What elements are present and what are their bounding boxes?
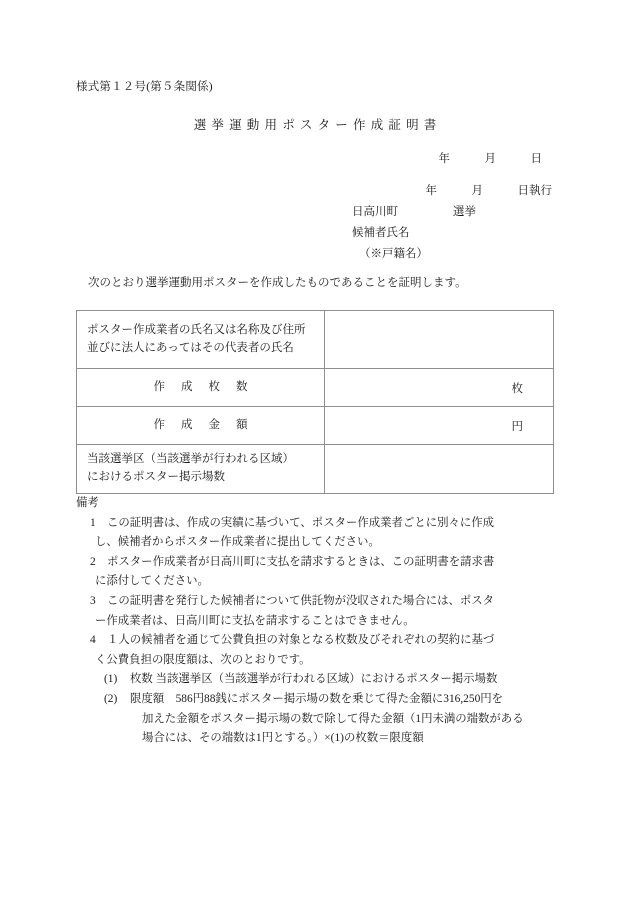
document-title: 選挙運動用ポスター作成証明書 [193, 118, 442, 132]
row-unit-sheet-count: 枚 [511, 382, 523, 395]
remarks-item [76, 592, 576, 631]
remarks-item-number: 4 [90, 634, 96, 647]
remarks-sub-item [76, 690, 576, 749]
issue-date-line: 年 月 日 [438, 153, 542, 165]
remarks-item [76, 631, 576, 670]
election-date-line: 年 月 日執行 [425, 185, 552, 197]
table-row [77, 445, 554, 494]
row-value-amount[interactable] [325, 407, 554, 445]
remarks-sub-item-number: (1) [104, 673, 118, 686]
row-label-line-2: におけるポスター掲示場数 [87, 470, 225, 483]
table-row [77, 369, 554, 407]
remarks-item-number: 3 [90, 595, 96, 608]
remarks-item-line: く公費負担の限度額は、次のとおりです。 [95, 653, 311, 666]
remarks-item-line: １人の候補者を通じて公費負担の対象となる枚数及びそれぞれの契約に基づ [107, 634, 495, 647]
candidate-name-label: 候補者氏名 [352, 227, 410, 239]
row-label-line-1: ポスター作成業者の氏名又は名称及び住所 [87, 323, 306, 336]
municipality-name: 日高川町 [352, 206, 398, 218]
certification-statement: 次のとおり選挙運動用ポスターを作成したものであることを証明します。 [88, 277, 467, 289]
remarks-item [76, 553, 576, 592]
remarks-item-line: し、候補者からポスター作成業者に提出してください。 [95, 536, 380, 549]
row-label-producer [77, 311, 325, 369]
row-label-line-2: 並びに法人にあってはその代表者の氏名 [87, 341, 294, 354]
remarks-item-number: 2 [90, 555, 96, 568]
remarks-sub-item-line: 場合には、その端数は1円とする。）×(1)の枚数＝限度額 [142, 732, 424, 745]
remarks-sub-item-line: 限度額 586円88銭にポスター掲示場の数を乗じて得た金額に316,250円を [130, 693, 504, 706]
table-row [77, 311, 554, 369]
issuer-row [352, 203, 476, 219]
remarks-item-line: この証明書は、作成の実績に基づいて、ポスター作成業者ごとに別々に作成 [107, 516, 495, 529]
remarks-heading: 備考 [76, 497, 99, 509]
remarks-item [76, 514, 576, 553]
election-kind: 選挙 [452, 206, 476, 218]
remarks-section [76, 494, 576, 749]
remarks-sub-item [76, 670, 576, 690]
remarks-sub-item-line: 加えた金額をポスター掲示場の数で除して得た金額（1円未満の端数がある [142, 712, 524, 725]
row-unit-amount: 円 [511, 420, 523, 433]
table-row [77, 407, 554, 445]
koseki-name-note: （※戸籍名） [359, 248, 428, 260]
remarks-item-line: ー作成業者は、日高川町に支払を請求することはできません。 [95, 614, 415, 627]
certificate-table [76, 310, 554, 494]
row-value-producer[interactable] [325, 311, 554, 369]
row-value-sheet-count[interactable] [325, 369, 554, 407]
row-label-sheet-count: 作成枚数 [77, 369, 325, 407]
remarks-item-line: に添付してください。 [95, 575, 209, 588]
remarks-item-line: この証明書を発行した候補者について供託物が没収された場合には、ポスタ [107, 595, 495, 608]
remarks-sub-item-line: 枚数 当該選挙区（当該選挙が行われる区域）におけるポスター掲示場数 [130, 673, 498, 686]
form-number: 様式第１２号(第５条関係) [76, 81, 213, 93]
remarks-item-number: 1 [90, 516, 96, 529]
row-label-poster-boards [77, 445, 325, 494]
row-label-line-1: 当該選挙区（当該選挙が行われる区域） [87, 453, 294, 465]
row-value-poster-boards[interactable] [325, 445, 554, 494]
remarks-item-line: ポスター作成業者が日高川町に支払を請求するときは、この証明書を請求書 [107, 555, 495, 568]
remarks-sub-item-number: (2) [104, 693, 118, 706]
row-label-amount: 作成金額 [77, 407, 325, 445]
